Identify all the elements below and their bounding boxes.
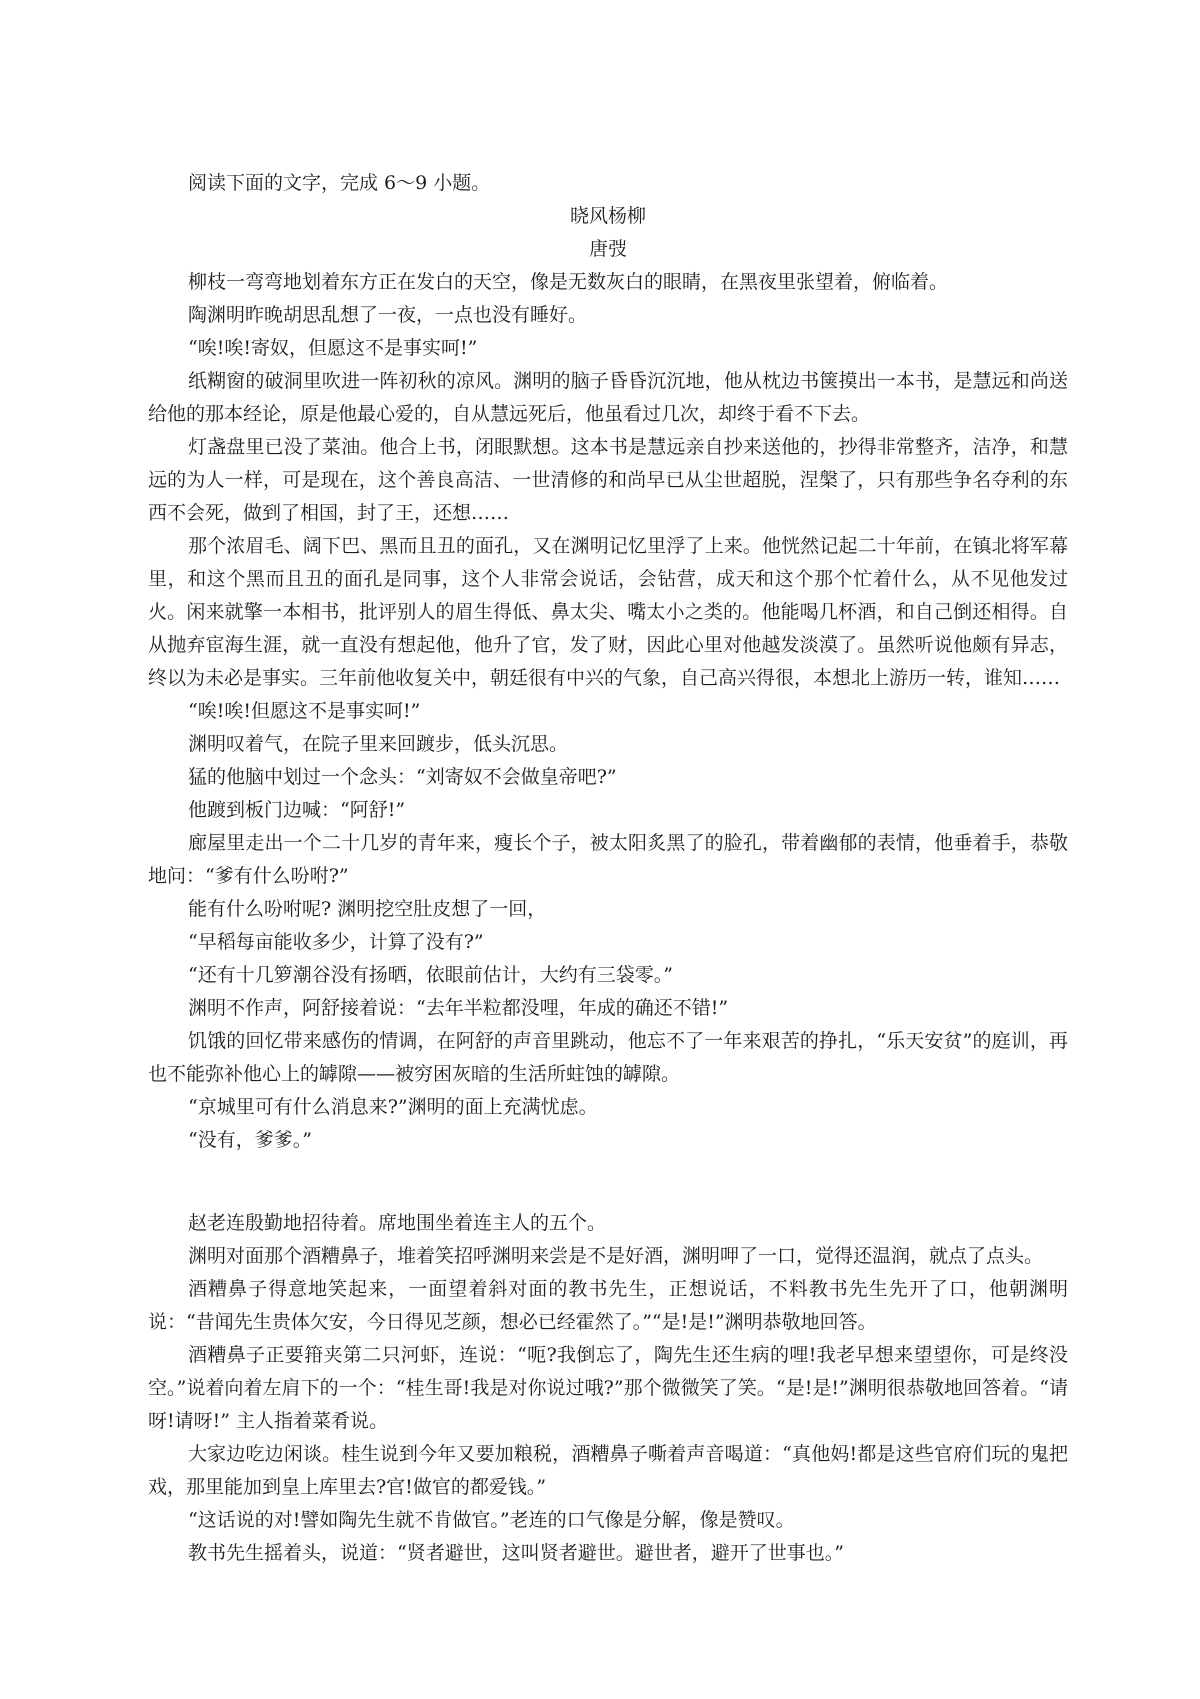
paragraph: “这话说的对!譬如陶先生就不肯做官。”老连的口气像是分解，像是赞叹。 <box>188 1509 795 1531</box>
paragraph: “早稻每亩能收多少，计算了没有?” <box>188 931 484 953</box>
paragraph: 渊明对面那个酒糟鼻子，堆着笑招呼渊明来尝是不是好酒，渊明呷了一口，觉得还温润，就点了点头。 <box>188 1245 1044 1267</box>
paragraph: 灯盏盘里已没了菜油。他合上书，闭眼默想。这本书是慧远亲自抄来送他的，抄得非常整齐，洁净，和慧远的为人一样，可是现在，这个善良高洁、一世清修的和尚早已从尘世超脱，涅槃了，只有那些争名夺利的东西不会死，做到了相国，封了王，还想…… <box>148 436 1068 524</box>
paragraph: 酒糟鼻子正要箝夹第二只河虾，连说：“呃?我倒忘了，陶先生还生病的哩!我老早想来望望你，可是终没空。”说着向着左肩下的一个：“桂生哥!我是对你说过哦?”那个微微笑了笑。“是!是!”渊明很恭敬地回答着。“请呀!请呀!” 主人指着菜肴说。 <box>148 1344 1068 1432</box>
paragraph: 那个浓眉毛、阔下巴、黑而且丑的面孔，又在渊明记忆里浮了上来。他恍然记起二十年前，在镇北将军幕里，和这个黑而且丑的面孔是同事，这个人非常会说话，会钻营，成天和这个那个忙着什么，从不见他发过火。闲来就擎一本相书，批评别人的眉生得低、鼻太尖、嘴太小之类的。他能喝几杯酒，和自己倒还相得。自从抛弃宦海生涯，就一直没有想起他，他升了官，发了财，因此心里对他越发淡漠了。虽然听说他颇有异志，终以为未必是事实。三年前他收复关中，朝廷很有中兴的气象，自己高兴得很，本想北上游历一转，谁知…… <box>148 535 1068 689</box>
paragraph: 大家边吃边闲谈。桂生说到今年又要加粮税，酒糟鼻子嘶着声音喝道：“真他妈!都是这些官府们玩的鬼把戏，那里能加到皇上库里去?官!做官的都爱钱。” <box>148 1443 1068 1498</box>
reading-passage <box>148 167 1068 1570</box>
paragraph: “唉!唉!寄奴，但愿这不是事实呵!” <box>188 337 478 359</box>
paragraph: “还有十几箩潮谷没有扬晒，依眼前估计，大约有三袋零。” <box>188 964 673 986</box>
paragraph: 能有什么吩咐呢? 渊明挖空肚皮想了一回， <box>188 898 547 920</box>
paragraph: “没有，爹爹。” <box>188 1129 312 1151</box>
question-instruction: 阅读下面的文字，完成 6～9 小题。 <box>188 172 491 194</box>
paragraph: 饥饿的回忆带来感伤的情调，在阿舒的声音里跳动，他忘不了一年来艰苦的挣扎，“乐天安贫”的庭训，再也不能弥补他心上的罅隙——被穷困灰暗的生活所蛀蚀的罅隙。 <box>148 1030 1068 1085</box>
paragraph: 他踱到板门边喊：“阿舒!” <box>188 799 406 821</box>
section-break <box>148 1157 1068 1207</box>
paragraph: “京城里可有什么消息来?”渊明的面上充满忧虑。 <box>188 1096 598 1118</box>
story-part-1 <box>148 266 1068 1157</box>
paragraph: 赵老连殷勤地招待着。席地围坐着连主人的五个。 <box>188 1212 607 1234</box>
paragraph: “唉!唉!但愿这不是事实呵!” <box>188 700 421 722</box>
paragraph: 陶渊明昨晚胡思乱想了一夜，一点也没有睡好。 <box>188 304 588 326</box>
paragraph: 酒糟鼻子得意地笑起来，一面望着斜对面的教书先生，正想说话，不料教书先生先开了口，他朝渊明说：“昔闻先生贵体欠安，今日得见芝颜，想必已经霍然了。”“是!是!”渊明恭敬地回答。 <box>148 1278 1068 1333</box>
paragraph: 渊明不作声，阿舒接着说：“去年半粒都没哩，年成的确还不错!” <box>188 997 729 1019</box>
story-author: 唐弢 <box>588 238 627 260</box>
paragraph: 渊明叹着气，在院子里来回踱步，低头沉思。 <box>188 733 569 755</box>
paragraph: 廊屋里走出一个二十几岁的青年来，瘦长个子，被太阳炙黑了的脸孔，带着幽郁的表情，他垂着手，恭敬地问：“爹有什么吩咐?” <box>148 832 1068 887</box>
paragraph: 柳枝一弯弯地划着东方正在发白的天空，像是无数灰白的眼睛，在黑夜里张望着，俯临着。 <box>188 271 949 293</box>
story-part-2 <box>148 1207 1068 1570</box>
paragraph: 猛的他脑中划过一个念头：“刘寄奴不会做皇帝吧?” <box>188 766 617 788</box>
paragraph: 纸糊窗的破洞里吹进一阵初秋的凉风。渊明的脑子昏昏沉沉地，他从枕边书箧摸出一本书，是慧远和尚送给他的那本经论，原是他最心爱的，自从慧远死后，他虽看过几次，却终于看不下去。 <box>148 370 1068 425</box>
story-title: 晓风杨柳 <box>569 205 646 227</box>
paragraph: 教书先生摇着头，说道：“贤者避世，这叫贤者避世。避世者，避开了世事也。” <box>188 1542 844 1564</box>
